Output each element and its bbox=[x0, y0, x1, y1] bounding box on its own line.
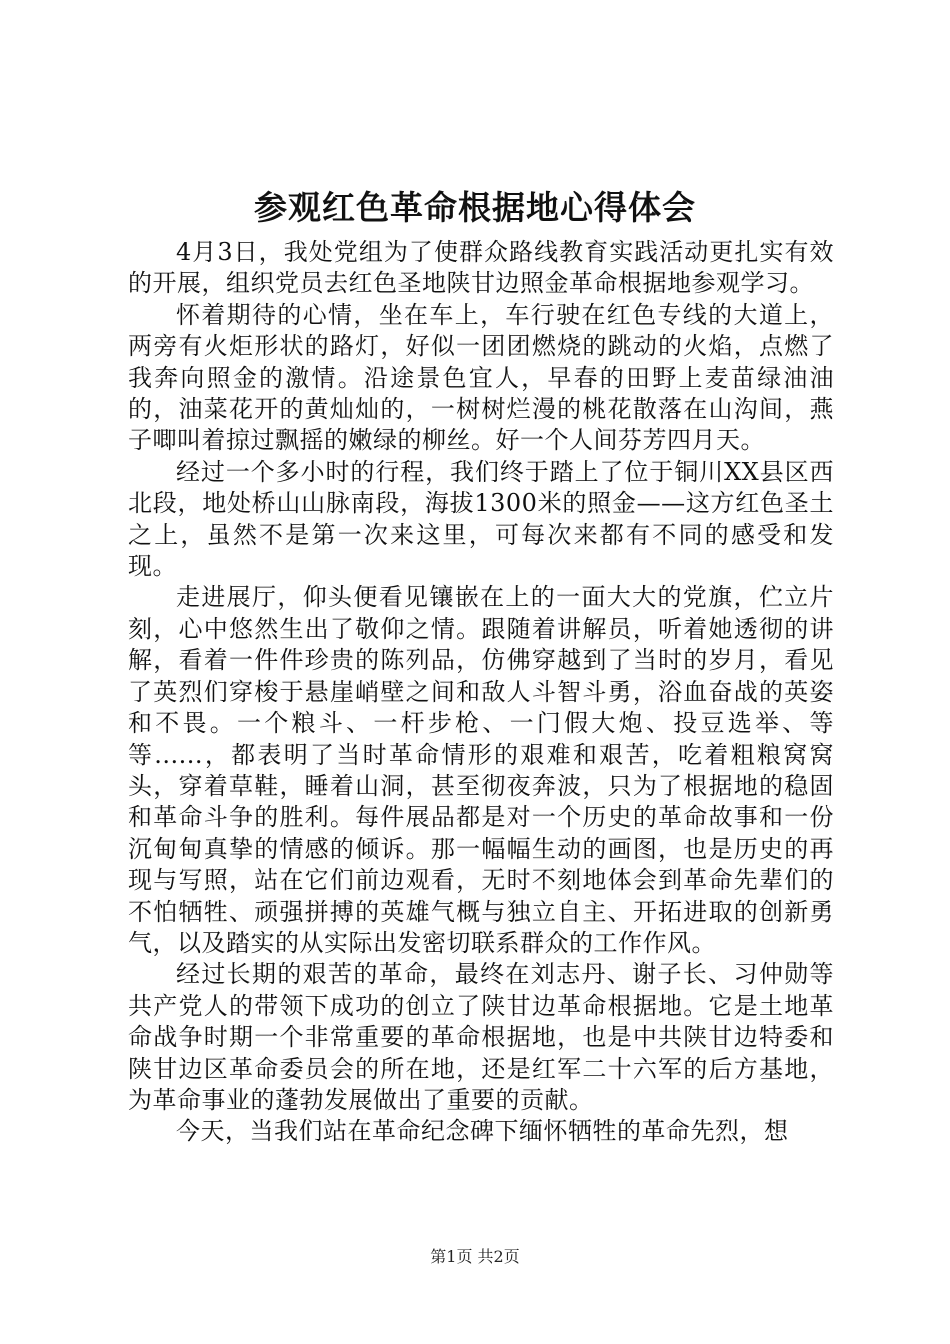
paragraph: 4月3日，我处党组为了使群众路线教育实践活动更扎实有效的开展，组织党员去红色圣地陕甘边照金革命根据地参观学习。 bbox=[128, 238, 834, 298]
paragraph: 经过一个多小时的行程，我们终于踏上了位于铜川XX县区西北段，地处桥山山脉南段，海拔1300米的照金——这方红色圣土之上，虽然不是第一次来这里，可每次来都有不同的感受和发现。 bbox=[128, 457, 834, 581]
document-body bbox=[128, 237, 834, 1148]
page-number-footer: 第1页 共2页 bbox=[430, 1247, 520, 1266]
paragraph: 经过长期的艰苦的革命，最终在刘志丹、谢子长、习仲勋等共产党人的带领下成功的创立了陕甘边革命根据地。它是土地革命战争时期一个非常重要的革命根据地，也是中共陕甘边特委和陕甘边区革命委员会的所在地，还是红军二十六军的后方基地，为革命事业的蓬勃发展做出了重要的贡献。 bbox=[128, 960, 834, 1114]
paragraph: 怀着期待的心情，坐在车上，车行驶在红色专线的大道上，两旁有火炬形状的路灯，好似一团团燃烧的跳动的火焰，点燃了我奔向照金的激情。沿途景色宜人，早春的田野上麦苗绿油油的，油菜花开的黄灿灿的，一树树烂漫的桃花散落在山沟间，燕子唧叫着掠过飘摇的嫩绿的柳丝。好一个人间芬芳四月天。 bbox=[128, 300, 834, 455]
paragraph: 今天，当我们站在革命纪念碑下缅怀牺牲的革命先烈，想 bbox=[176, 1117, 789, 1146]
paragraph: 走进展厅，仰头便看见镶嵌在上的一面大大的党旗，伫立片刻，心中悠然生出了敬仰之情。跟随着讲解员，听着她透彻的讲解，看着一件件珍贵的陈列品，仿佛穿越到了当时的岁月，看见了英烈们穿梭于悬崖峭壁之间和敌人斗智斗勇，浴血奋战的英姿和不畏。一个粮斗、一杆步枪、一门假大炮、投豆选举、等等......，都表明了当时革命情形的艰难和艰苦，吃着粗粮窝窝头，穿着草鞋，睡着山洞，甚至彻夜奔波，只为了根据地的稳固和革命斗争的胜利。每件展品都是对一个历史的革命故事和一份沉甸甸真挚的情感的倾诉。那一幅幅生动的画图，也是历史的再现与写照，站在它们前边观看，无时不刻地体会到革命先辈们的不怕牺牲、顽强拼搏的英雄气概与独立自主、开拓进取的创新勇气，以及踏实的从实际出发密切联系群众的工作作风。 bbox=[128, 583, 834, 957]
document-title: 参观红色革命根据地心得体会 bbox=[254, 188, 696, 227]
